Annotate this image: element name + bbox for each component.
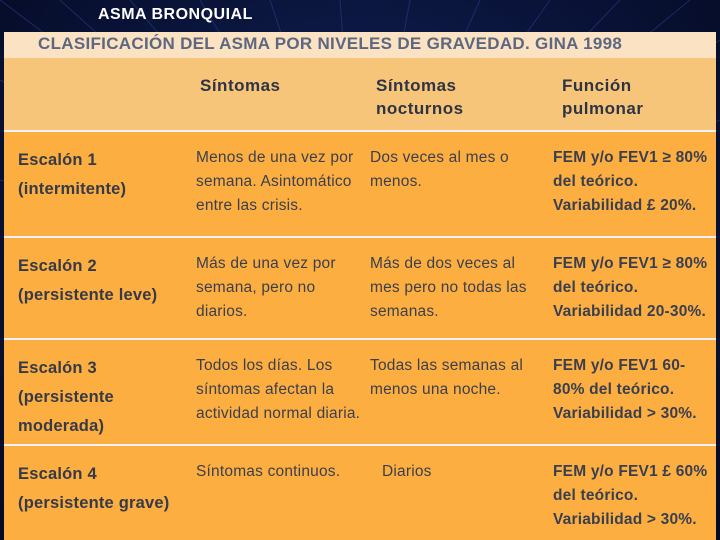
slide-title: ASMA BRONQUIAL bbox=[98, 6, 253, 23]
nocturnal-cell: Dos veces al mes o menos. bbox=[370, 149, 509, 190]
level-cell: Escalón 3 (persistente moderada) bbox=[18, 359, 114, 435]
table-row bbox=[4, 132, 716, 236]
symptoms-cell: Todos los días. Los síntomas afectan la actividad normal diaria. bbox=[196, 357, 361, 422]
pulmonary-cell: FEM y/o FEV1 ≥ 80% del teórico. Variabilidad £ 20%. bbox=[553, 149, 708, 214]
level-cell: Escalón 2 (persistente leve) bbox=[18, 257, 158, 304]
symptoms-cell: Síntomas continuos. bbox=[196, 463, 341, 480]
column-header-pulmonary: Función pulmonar bbox=[562, 76, 644, 118]
table-row bbox=[4, 340, 716, 444]
pulmonary-cell: FEM y/o FEV1 60-80% del teórico. Variabilidad > 30%. bbox=[553, 357, 697, 422]
pulmonary-cell: FEM y/o FEV1 £ 60% del teórico. Variabilidad > 30%. bbox=[553, 463, 708, 528]
level-cell: Escalón 1 (intermitente) bbox=[18, 151, 127, 198]
table-row bbox=[4, 238, 716, 338]
nocturnal-cell: Todas las semanas al menos una noche. bbox=[370, 357, 524, 398]
nocturnal-cell: Más de dos veces al mes pero no todas las semanas. bbox=[370, 255, 527, 320]
symptoms-cell: Más de una vez por semana, pero no diarios. bbox=[196, 255, 336, 320]
nocturnal-cell: Diarios bbox=[382, 463, 432, 480]
column-header-nocturnal: Síntomas nocturnos bbox=[376, 76, 464, 118]
level-cell: Escalón 4 (persistente grave) bbox=[18, 465, 170, 512]
table-row bbox=[4, 446, 716, 540]
column-header-symptoms: Síntomas bbox=[200, 76, 281, 95]
classification-table bbox=[4, 32, 716, 540]
table-header-row bbox=[4, 58, 716, 130]
symptoms-cell: Menos de una vez por semana. Asintomático entre las crisis. bbox=[196, 149, 354, 214]
pulmonary-cell: FEM y/o FEV1 ≥ 80% del teórico. Variabilidad 20-30%. bbox=[553, 255, 708, 320]
table-title: CLASIFICACIÓN DEL ASMA POR NIVELES DE GRAVEDAD. GINA 1998 bbox=[4, 32, 716, 58]
